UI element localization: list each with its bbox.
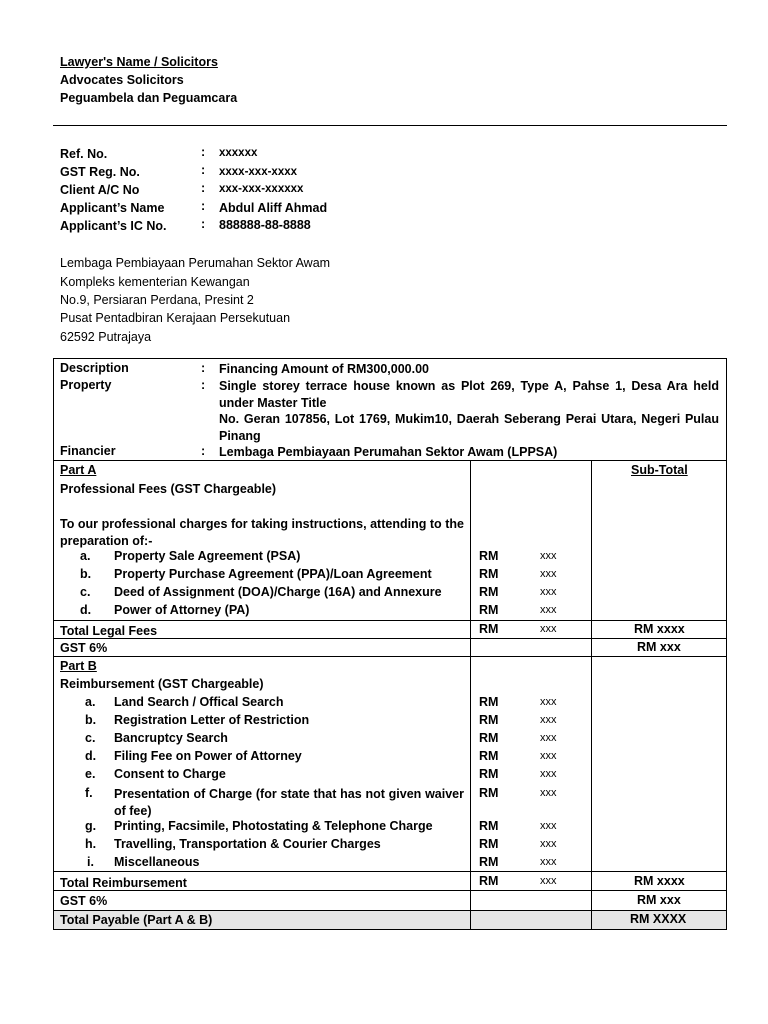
- client-ac-label: Client A/C No: [60, 183, 140, 197]
- total-legal-fees-amount: xxx: [540, 623, 557, 635]
- property-label: Property: [60, 378, 112, 392]
- item-description: Presentation of Charge (for state that has not given waiver of fee): [114, 787, 464, 818]
- firm-title-english: Advocates Solicitors: [60, 73, 184, 87]
- item-description: Property Sale Agreement (PSA): [114, 549, 301, 563]
- ref-no-value: xxxxxx: [219, 147, 258, 159]
- address-line: Lembaga Pembiayaan Perumahan Sektor Awam: [60, 256, 331, 270]
- gst-reg-label: GST Reg. No.: [60, 165, 140, 179]
- item-currency: RM: [479, 695, 499, 709]
- row-divider: [53, 871, 727, 872]
- item-currency: RM: [479, 603, 499, 617]
- total-legal-fees-currency: RM: [479, 622, 499, 636]
- item-amount: xxx: [540, 838, 557, 850]
- applicant-name-value: Abdul Aliff Ahmad: [219, 201, 328, 215]
- applicant-ic-label: Applicant’s IC No.: [60, 219, 167, 233]
- applicant-ic-value: 888888-88-8888: [219, 218, 311, 232]
- row-divider: [53, 460, 727, 461]
- item-description: Land Search / Offical Search: [114, 695, 284, 709]
- item-amount: xxx: [540, 586, 557, 598]
- item-amount: xxx: [540, 568, 557, 580]
- applicant-name-label: Applicant’s Name: [60, 201, 165, 215]
- item-description: Power of Attorney (PA): [114, 603, 250, 617]
- address-line: Pusat Pentadbiran Kerajaan Persekutuan: [60, 311, 291, 325]
- total-payable-value: RM XXXX: [630, 912, 687, 926]
- item-letter: a.: [80, 549, 91, 563]
- item-letter: f.: [85, 786, 93, 800]
- item-letter: g.: [85, 819, 97, 833]
- item-description: Bancruptcy Search: [114, 731, 228, 745]
- item-letter: b.: [80, 567, 92, 581]
- item-currency: RM: [479, 786, 499, 800]
- item-description: Property Purchase Agreement (PPA)/Loan Agreement: [114, 567, 432, 581]
- subtotal-header: Sub-Total: [631, 463, 688, 477]
- item-amount: xxx: [540, 750, 557, 762]
- item-description: Registration Letter of Restriction: [114, 713, 310, 727]
- part-a-intro: To our professional charges for taking instructions, attending to the preparation of:-: [60, 517, 464, 548]
- item-amount: xxx: [540, 714, 557, 726]
- gst-reg-value: xxxx-xxx-xxxx: [219, 166, 298, 178]
- address-line: No.9, Persiaran Perdana, Presint 2: [60, 293, 254, 307]
- item-currency: RM: [479, 731, 499, 745]
- total-payable-label: Total Payable (Part A & B): [60, 913, 213, 927]
- part-b-heading: Reimbursement (GST Chargeable): [60, 677, 264, 691]
- summary-colon: :: [201, 444, 206, 458]
- item-amount: xxx: [540, 856, 557, 868]
- item-currency: RM: [479, 713, 499, 727]
- ref-colon: :: [201, 199, 206, 213]
- ref-colon: :: [201, 145, 206, 159]
- ref-colon: :: [201, 163, 206, 177]
- total-reimbursement-amount: xxx: [540, 875, 557, 887]
- item-currency: RM: [479, 837, 499, 851]
- gst-b-label: GST 6%: [60, 894, 108, 908]
- item-currency: RM: [479, 819, 499, 833]
- total-legal-fees-subtotal: RM xxxx: [634, 622, 685, 636]
- part-a-heading: Professional Fees (GST Chargeable): [60, 482, 277, 496]
- item-description: Printing, Facsimile, Photostating & Telephone Charge: [114, 819, 433, 833]
- gst-a-subtotal: RM xxx: [637, 640, 681, 654]
- description-label: Description: [60, 361, 129, 375]
- financier-label: Financier: [60, 444, 116, 458]
- item-description: Consent to Charge: [114, 767, 226, 781]
- item-amount: xxx: [540, 604, 557, 616]
- item-amount: xxx: [540, 732, 557, 744]
- item-description: Miscellaneous: [114, 855, 200, 869]
- item-description: Travelling, Transportation & Courier Charges: [114, 837, 381, 851]
- item-description: Filing Fee on Power of Attorney: [114, 749, 302, 763]
- part-a-title: Part A: [60, 463, 97, 477]
- total-reimbursement-currency: RM: [479, 874, 499, 888]
- address-line: 62592 Putrajaya: [60, 330, 152, 344]
- item-amount: xxx: [540, 550, 557, 562]
- row-divider: [53, 620, 727, 621]
- item-letter: c.: [80, 585, 91, 599]
- item-currency: RM: [479, 749, 499, 763]
- item-letter: h.: [85, 837, 97, 851]
- firm-title-malay: Peguambela dan Peguamcara: [60, 91, 238, 105]
- item-currency: RM: [479, 549, 499, 563]
- item-amount: xxx: [540, 820, 557, 832]
- item-letter: c.: [85, 731, 96, 745]
- item-amount: xxx: [540, 768, 557, 780]
- part-b-title: Part B: [60, 659, 97, 673]
- item-description: Deed of Assignment (DOA)/Charge (16A) and Annexure: [114, 585, 442, 599]
- property-value-2: No. Geran 107856, Lot 1769, Mukim10, Daerah Seberang Perai Utara, Negeri Pulau Pinang: [219, 412, 719, 443]
- item-amount: xxx: [540, 787, 557, 799]
- item-currency: RM: [479, 567, 499, 581]
- description-value: Financing Amount of RM300,000.00: [219, 362, 429, 376]
- financier-value: Lembaga Pembiayaan Perumahan Sektor Awam (LPPSA): [219, 445, 558, 459]
- total-reimbursement-subtotal: RM xxxx: [634, 874, 685, 888]
- item-currency: RM: [479, 767, 499, 781]
- gst-a-label: GST 6%: [60, 641, 108, 655]
- item-amount: xxx: [540, 696, 557, 708]
- item-letter: d.: [85, 749, 97, 763]
- item-letter: d.: [80, 603, 92, 617]
- gst-b-subtotal: RM xxx: [637, 893, 681, 907]
- item-letter: b.: [85, 713, 97, 727]
- column-divider: [470, 460, 471, 930]
- ref-colon: :: [201, 217, 206, 231]
- lawyer-name: Lawyer's Name / Solicitors: [60, 55, 218, 69]
- summary-colon: :: [201, 361, 206, 375]
- total-legal-fees-label: Total Legal Fees: [60, 624, 158, 638]
- item-letter: i.: [87, 855, 94, 869]
- item-letter: a.: [85, 695, 96, 709]
- ref-colon: :: [201, 181, 206, 195]
- total-reimbursement-label: Total Reimbursement: [60, 876, 187, 890]
- column-divider: [591, 460, 592, 930]
- property-value-1: Single storey terrace house known as Plot 269, Type A, Pahse 1, Desa Ara held under Master Title: [219, 379, 719, 410]
- item-currency: RM: [479, 585, 499, 599]
- client-ac-value: xxx-xxx-xxxxxx: [219, 183, 304, 195]
- row-divider: [53, 656, 727, 657]
- row-divider: [53, 910, 727, 911]
- summary-colon: :: [201, 378, 206, 392]
- ref-no-label: Ref. No.: [60, 147, 108, 161]
- header-divider: [53, 125, 727, 126]
- address-line: Kompleks kementerian Kewangan: [60, 275, 250, 289]
- item-currency: RM: [479, 855, 499, 869]
- item-letter: e.: [85, 767, 96, 781]
